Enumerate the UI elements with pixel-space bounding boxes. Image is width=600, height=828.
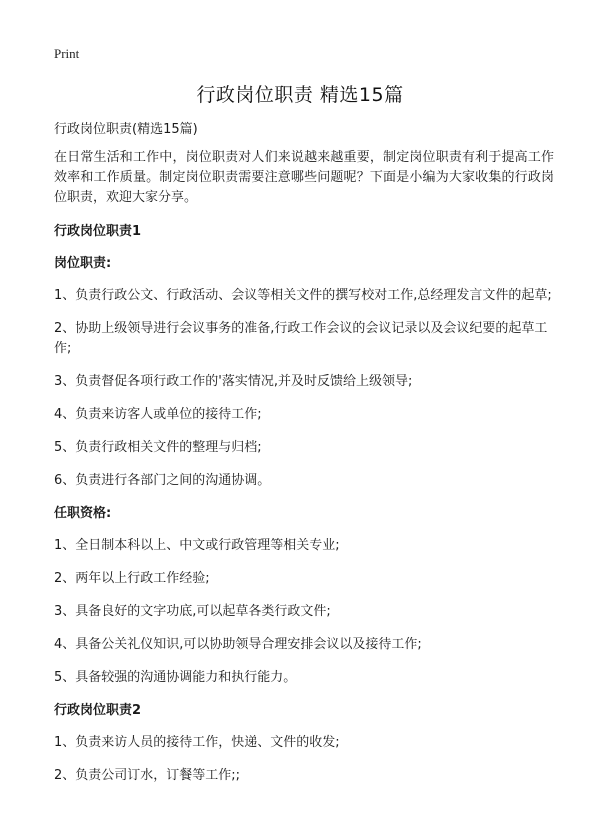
print-label: Print bbox=[54, 46, 80, 61]
document-body bbox=[54, 120, 554, 799]
duty-item: 6、负责进行各部门之间的沟通协调。 bbox=[54, 473, 271, 488]
duties-heading: 岗位职责: bbox=[54, 256, 112, 271]
qualification-item: 5、具备较强的沟通协调能力和执行能力。 bbox=[54, 670, 297, 685]
qualification-item: 3、具备良好的文字功底,可以起草各类行政文件; bbox=[54, 604, 331, 619]
qualification-item: 1、全日制本科以上、中文或行政管理等相关专业; bbox=[54, 538, 340, 553]
duty-item: 1、负责行政公文、行政活动、会议等相关文件的撰写校对工作,总经理发言文件的起草; bbox=[54, 288, 552, 303]
section-heading-1: 行政岗位职责1 bbox=[54, 224, 142, 239]
intro-paragraph: 在日常生活和工作中，岗位职责对人们来说越来越重要，制定岗位职责有利于提高工作效率和工作质量。制定岗位职责需要注意哪些问题呢？下面是小编为大家收集的行政岗位职责，欢迎大家分享。 bbox=[54, 150, 554, 205]
section2-item: 1、负责来访人员的接待工作，快递、文件的收发; bbox=[54, 735, 340, 750]
duty-item: 5、负责行政相关文件的整理与归档; bbox=[54, 440, 262, 455]
duty-item: 3、负责督促各项行政工作的'落实情况,并及时反馈给上级领导; bbox=[54, 374, 413, 389]
section-heading-2: 行政岗位职责2 bbox=[54, 703, 142, 718]
duty-item: 4、负责来访客人或单位的接待工作; bbox=[54, 407, 262, 422]
page-title: 行政岗位职责 精选15篇 bbox=[196, 84, 404, 106]
qualification-item: 2、两年以上行政工作经验; bbox=[54, 571, 210, 586]
section2-item: 2、负责公司订水，订餐等工作;; bbox=[54, 768, 241, 783]
document-subtitle: 行政岗位职责(精选15篇) bbox=[54, 122, 198, 137]
qualifications-heading: 任职资格: bbox=[54, 506, 112, 521]
qualification-item: 4、具备公关礼仪知识,可以协助领导合理安排会议以及接待工作; bbox=[54, 637, 422, 652]
duty-item: 2、协助上级领导进行会议事务的准备,行政工作会议的会议记录以及会议纪要的起草工作; bbox=[54, 321, 548, 356]
